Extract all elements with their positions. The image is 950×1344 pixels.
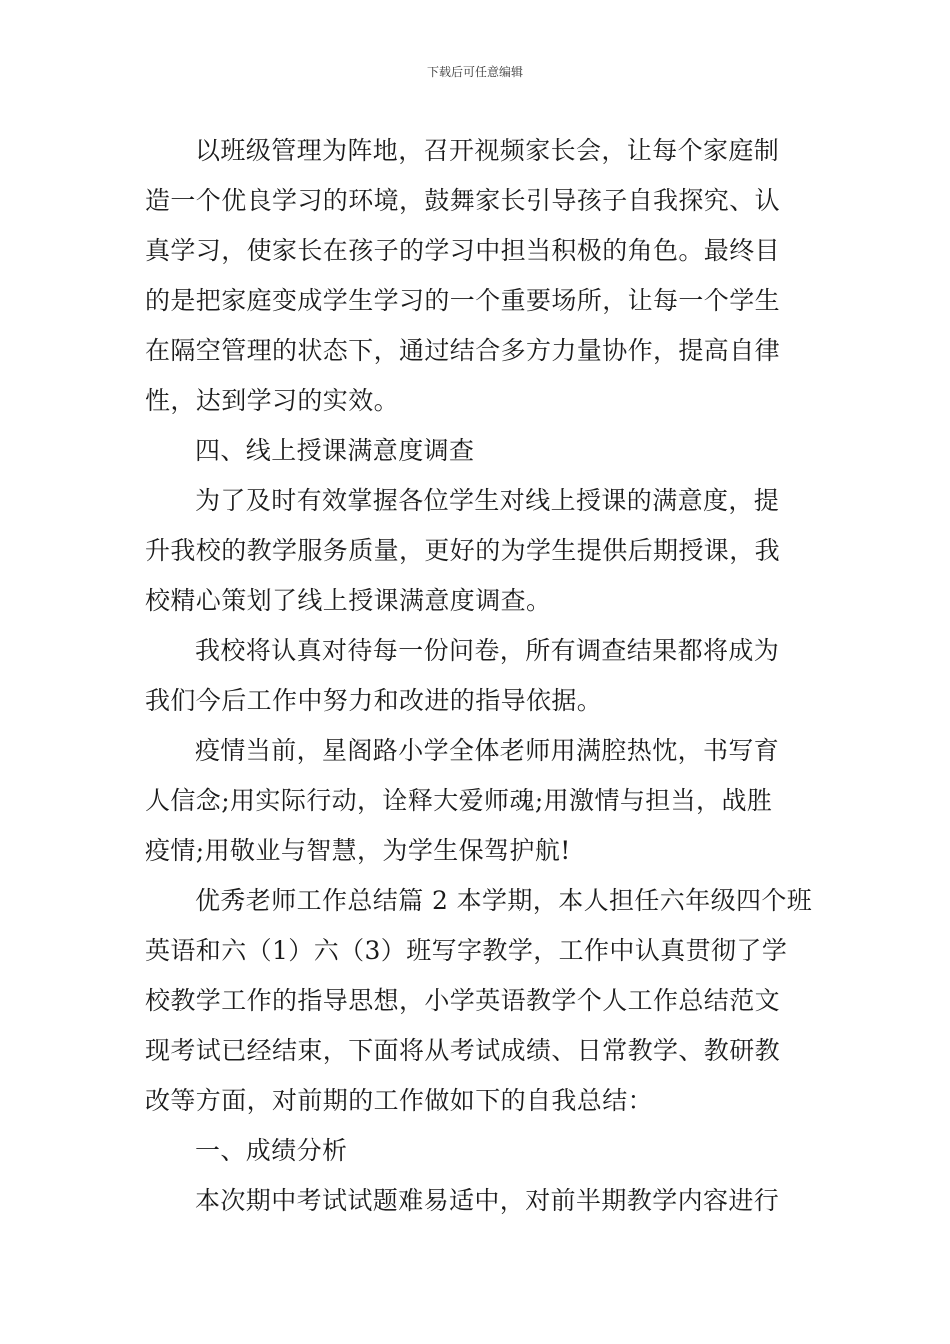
document-body <box>145 126 813 1226</box>
text-line: 我们今后工作中努力和改进的指导依据。 <box>145 686 603 715</box>
section-heading: 一、成绩分析 <box>195 1136 348 1165</box>
text-line: 校教学工作的指导思想，小学英语教学个人工作总结范文 <box>145 986 781 1015</box>
text-line: 人信念;用实际行动，诠释大爱师魂;用激情与担当，战胜 <box>145 786 773 815</box>
text-line: 本次期中考试试题难易适中，对前半期教学内容进行 <box>195 1186 780 1215</box>
text-line: 为了及时有效掌握各位学生对线上授课的满意度，提 <box>195 486 780 515</box>
page-header: 下载后可任意编辑 <box>426 65 523 79</box>
text-line: 优秀老师工作总结篇 2 本学期，本人担任六年级四个班 <box>195 886 813 915</box>
section-heading: 四、线上授课满意度调查 <box>195 436 475 465</box>
text-line: 的是把家庭变成学生学习的一个重要场所，让每一个学生 <box>145 286 781 315</box>
text-line: 疫情;用敬业与智慧，为学生保驾护航! <box>145 836 571 865</box>
text-line: 校精心策划了线上授课满意度调查。 <box>145 586 552 615</box>
text-line: 英语和六（1）六（3）班写字教学，工作中认真贯彻了学 <box>145 936 788 965</box>
text-line: 以班级管理为阵地，召开视频家长会，让每个家庭制 <box>195 136 780 165</box>
text-line: 改等方面，对前期的工作做如下的自我总结： <box>145 1086 654 1115</box>
text-line: 我校将认真对待每一份问卷，所有调查结果都将成为 <box>195 636 780 665</box>
text-line: 疫情当前，星阁路小学全体老师用满腔热忱，书写育 <box>195 736 780 765</box>
text-line: 造一个优良学习的环境，鼓舞家长引导孩子自我探究、认 <box>145 186 781 215</box>
text-line: 真学习，使家长在孩子的学习中担当积极的角色。最终目 <box>145 236 781 265</box>
text-line: 在隔空管理的状态下，通过结合多方力量协作，提高自律 <box>145 336 781 365</box>
text-line: 性，达到学习的实效。 <box>145 386 400 415</box>
text-line: 现考试已经结束，下面将从考试成绩、日常教学、教研教 <box>145 1036 781 1065</box>
text-line: 升我校的教学服务质量，更好的为学生提供后期授课，我 <box>145 536 781 565</box>
